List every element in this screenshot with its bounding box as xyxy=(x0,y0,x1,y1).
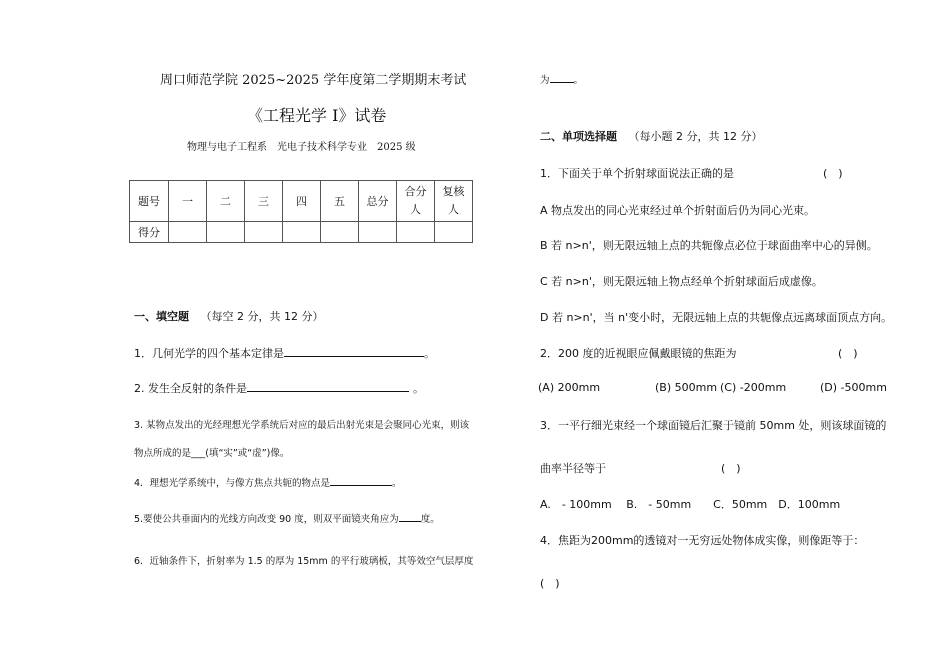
question-6-continued xyxy=(540,72,583,86)
section1-heading xyxy=(134,308,323,324)
question-3-line2: 物点所成的是___(填“实”或“虚”)像。 xyxy=(134,448,290,459)
question-1-text: 1．几何光学的四个基本定律是 xyxy=(134,347,284,360)
choice-q2-option-d: (D) -500mm xyxy=(820,381,887,394)
choice-q4: 4．焦距为200mm的透镜对一无穷远处物体成实像，则像距等于： xyxy=(540,534,865,547)
score-table-col: 三 xyxy=(245,181,283,222)
score-cell[interactable] xyxy=(397,222,435,243)
choice-q3-options: A. - 100mm B. - 50mm C．50mm D．100mm xyxy=(540,498,841,511)
question-2-text: 2. 发生全反射的条件是 xyxy=(134,382,247,395)
score-table-col: 总分 xyxy=(359,181,397,222)
score-cell[interactable] xyxy=(169,222,207,243)
score-cell[interactable] xyxy=(283,222,321,243)
choice-q1-option-d: D 若 n>n'，当 n'变小时，无限远轴上点的共轭像点远离球面顶点方向。 xyxy=(540,311,893,324)
score-table-col: 五 xyxy=(321,181,359,222)
score-cell[interactable] xyxy=(245,222,283,243)
section1-title: 一、填空题 xyxy=(134,310,189,323)
choice-q1-option-c: C 若 n>n'，则无限远轴上物点经单个折射球面后成虚像。 xyxy=(540,275,823,288)
choice-q2-option-a: (A) 200mm xyxy=(538,381,601,394)
choice-q2-answer-paren[interactable]: ( ) xyxy=(838,347,858,360)
question-2-end: 。 xyxy=(413,382,424,395)
answer-blank[interactable] xyxy=(330,475,392,486)
score-table-col xyxy=(397,181,435,222)
section2-title: 二、单项选择题 xyxy=(540,130,617,143)
score-table xyxy=(129,180,473,243)
question-1 xyxy=(134,345,435,361)
question-5-end: 度。 xyxy=(420,514,440,525)
choice-q3-line2: 曲率半径等于 xyxy=(540,462,606,475)
exam-subtitle: 物理与电子工程系 光电子技术科学专业 2025 级 xyxy=(187,142,416,153)
exam-title-line1: 周口师范学院 2025~2025 学年度第二学期期末考试 xyxy=(160,73,467,88)
question-5 xyxy=(134,511,440,525)
score-cell[interactable] xyxy=(359,222,397,243)
exam-title-line2: 《工程光学 I》试卷 xyxy=(247,106,387,125)
choice-q1-option-a: A 物点发出的同心光束经过单个折射面后仍为同心光束。 xyxy=(540,204,816,217)
section1-note: （每空 2 分，共 12 分） xyxy=(200,310,324,323)
score-table-score-row xyxy=(130,222,473,243)
question-4-text: 4．理想光学系统中，与像方焦点共轭的物点是 xyxy=(134,478,331,489)
score-table-row-label: 题号 xyxy=(130,181,169,222)
score-table-score-label: 得分 xyxy=(130,222,169,243)
answer-blank[interactable] xyxy=(550,72,574,83)
score-table-col: 一 xyxy=(169,181,207,222)
section2-heading xyxy=(540,128,762,144)
choice-q4-answer-paren[interactable]: ( ) xyxy=(540,577,560,590)
score-table-header-row xyxy=(130,181,473,222)
question-2 xyxy=(134,380,424,396)
choice-q2: 2．200 度的近视眼应佩戴眼镜的焦距为 xyxy=(540,347,737,360)
choice-q2-option-b: (B) 500mm xyxy=(655,381,718,394)
question-4 xyxy=(134,475,402,489)
choice-q1-answer-paren[interactable]: ( ) xyxy=(823,167,843,180)
answer-blank[interactable] xyxy=(247,381,409,392)
question-6: 6．近轴条件下，折射率为 1.5 的厚为 15mm 的平行玻璃板，其等效空气层厚度 xyxy=(134,556,474,567)
question-6-cont-text: 为 xyxy=(540,75,550,86)
score-table-col-label: 复核人 xyxy=(442,185,465,216)
choice-q3-line1: 3．一平行细光束经一个球面镜后汇聚于镜前 50mm 处，则该球面镜的 xyxy=(540,419,887,432)
question-1-end: 。 xyxy=(424,347,435,360)
score-cell[interactable] xyxy=(207,222,245,243)
question-4-end: 。 xyxy=(392,478,402,489)
choice-q2-option-c: (C) -200mm xyxy=(720,381,787,394)
choice-q1-option-b: B 若 n>n'，则无限远轴上点的共轭像点必位于球面曲率中心的异侧。 xyxy=(540,239,878,252)
question-5-text: 5.要使公共垂面内的光线方向改变 90 度，则双平面镜夹角应为 xyxy=(134,514,399,525)
choice-q3-answer-paren[interactable]: ( ) xyxy=(721,462,741,475)
question-3-line1: 3. 某物点发出的光经理想光学系统后对应的最后出射光束是会聚同心光束，则该 xyxy=(134,420,470,431)
score-table-col: 二 xyxy=(207,181,245,222)
section2-note: （每小题 2 分，共 12 分） xyxy=(628,130,763,143)
answer-blank[interactable] xyxy=(399,511,421,522)
score-table-col xyxy=(435,181,473,222)
score-cell[interactable] xyxy=(435,222,473,243)
score-table-col-label: 合分人 xyxy=(404,185,427,216)
score-table-col: 四 xyxy=(283,181,321,222)
question-6-cont-end: 。 xyxy=(573,75,584,86)
choice-q1: 1．下面关于单个折射球面说法正确的是 xyxy=(540,167,734,180)
answer-blank[interactable] xyxy=(284,346,424,357)
score-cell[interactable] xyxy=(321,222,359,243)
